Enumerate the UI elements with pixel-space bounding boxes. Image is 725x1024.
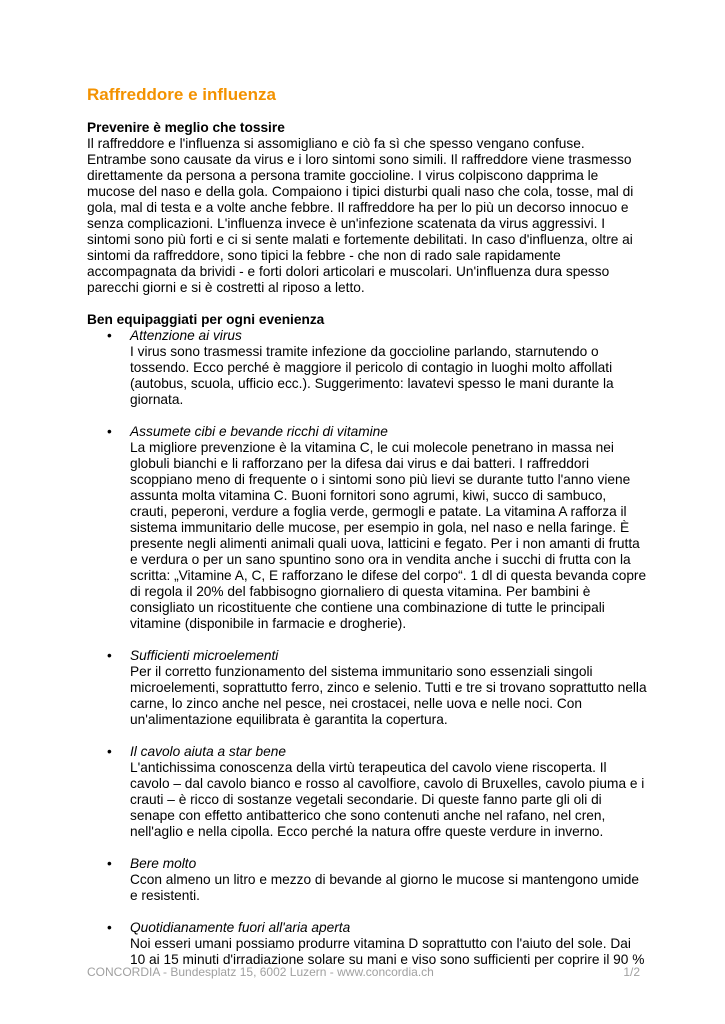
bullet-icon: •	[107, 328, 112, 343]
list-item	[87, 328, 647, 408]
list-item-text: I virus sono trasmessi tramite infezione da goccioline parlando, starnutendo o tossendo. Ecco perché è maggiore il pericolo di contagio in luoghi molto affollati (autobus, scuola, ufficio ecc.). Suggerimento: lavatevi spesso le mani durante la giornata.	[130, 344, 614, 407]
list-item	[87, 424, 647, 632]
list-item	[87, 920, 647, 968]
list-item-title: Sufficienti microelementi	[130, 648, 279, 663]
list-item-text: Per il corretto funzionamento del sistema immunitario sono essenziali singoli microelementi, soprattutto ferro, zinco e selenio. Tutti e tre si trovano soprattutto nella carne, lo zinco anche nel pesce, nei crostacei, nelle uova e nelle noci. Con un'alimentazione equilibrata è garantita la copertura.	[130, 664, 647, 727]
bullet-icon: •	[107, 648, 112, 663]
list-item-title: Il cavolo aiuta a star bene	[130, 744, 286, 759]
section-paragraph-prevenire: Il raffreddore e l'influenza si assomigliano e ciò fa sì che spesso vengano confuse. Entrambe sono causate da virus e i loro sintomi sono simili. Il raffreddore viene trasmesso direttamente da persona a persona tramite goccioline. I virus colpiscono dapprima le mucose del naso e della gola. Compaiono i tipici disturbi quali naso che cola, tosse, mal di gola, mal di testa e a volte anche febbre. Il raffreddore ha per lo più un decorso innocuo e senza complicazioni. L'influenza invece è un'infezione scatenata da virus aggressivi. I sintomi sono più forti e ci si sente malati e fortemente debilitati. In caso d'influenza, oltre ai sintomi da raffreddore, sono tipici la febbre - che non di rado sale rapidamente accompagnata da brividi - e forti dolori articolari e muscolari. Un'influenza dura spesso parecchi giorni e si è costretti al riposo a letto.	[87, 136, 634, 295]
page-number: 1/2	[623, 965, 640, 979]
list-item	[87, 856, 647, 904]
section-heading-equipaggiati: Ben equipaggiati per ogni evenienza	[87, 312, 325, 327]
list-item	[87, 648, 647, 728]
list-item-text: L'antichissima conoscenza della virtù terapeutica del cavolo viene riscoperta. Il cavolo – dal cavolo bianco e rosso al cavolfiore, cavolo di Bruxelles, cavolo piuma e i crauti – è ricco di sostanze vegetali secondarie. Di queste fanno parte gli oli di senape con effetto antibatterico che sono contenuti anche nel rafano, nel cren, nell'aglio e nella cipolla. Ecco perché la natura offre queste verdure in inverno.	[130, 760, 645, 839]
list-item-title: Attenzione ai virus	[130, 328, 242, 343]
footer-text: CONCORDIA - Bundesplatz 15, 6002 Luzern - www.concordia.ch	[87, 965, 434, 979]
list-item-text: Ccon almeno un litro e mezzo di bevande al giorno le mucose si mantengono umide e resistenti.	[130, 872, 640, 903]
tips-list	[87, 328, 647, 968]
document-title: Raffreddore e influenza	[87, 85, 276, 104]
list-item-text: La migliore prevenzione è la vitamina C, le cui molecole penetrano in massa nei globuli bianchi e li rafforzano per la difesa dai virus e dai batteri. I raffreddori scoppiano meno di frequente o i sintomi sono più lievi se durante tutto l'anno viene assunta molta vitamina C. Buoni fornitori sono agrumi, kiwi, succo di sambuco, crauti, peperoni, verdure a foglia verde, germogli e patate. La vitamina A rafforza il sistema immunitario delle mucose, per esempio in gola, nel naso e nella faringe. È presente negli alimenti animali quali uova, latticini e fegato. Per i non amanti di frutta e verdura o per un sano spuntino sono ora in vendita anche i succhi di frutta con la scritta: „Vitamine A, C, E rafforzano le difese del corpo“. 1 dl di questa bevanda copre di regola il 20% del fabbisogno giornaliero di questa vitamina. Per bambini è consigliato un ricostituente che contiene una combinazione di tutte le principali vitamine (disponibile in farmacie e drogherie).	[130, 440, 647, 631]
list-item	[87, 744, 647, 840]
list-item-title: Bere molto	[130, 856, 197, 871]
bullet-icon: •	[107, 920, 112, 935]
section-heading-prevenire: Prevenire è meglio che tossire	[87, 120, 285, 135]
bullet-icon: •	[107, 856, 112, 871]
document-body	[87, 120, 647, 984]
bullet-icon: •	[107, 744, 112, 759]
page-footer	[87, 965, 640, 979]
paragraph-spacer	[87, 296, 647, 312]
list-item-title: Assumete cibi e bevande ricchi di vitamine	[130, 424, 388, 439]
list-item-text: Noi esseri umani possiamo produrre vitamina D soprattutto con l'aiuto del sole. Dai 10 ai 15 minuti d'irradiazione solare su mani e viso sono sufficienti per coprire il 90 %	[130, 936, 645, 967]
list-item-title: Quotidianamente fuori all'aria aperta	[130, 920, 351, 935]
bullet-icon: •	[107, 424, 112, 439]
